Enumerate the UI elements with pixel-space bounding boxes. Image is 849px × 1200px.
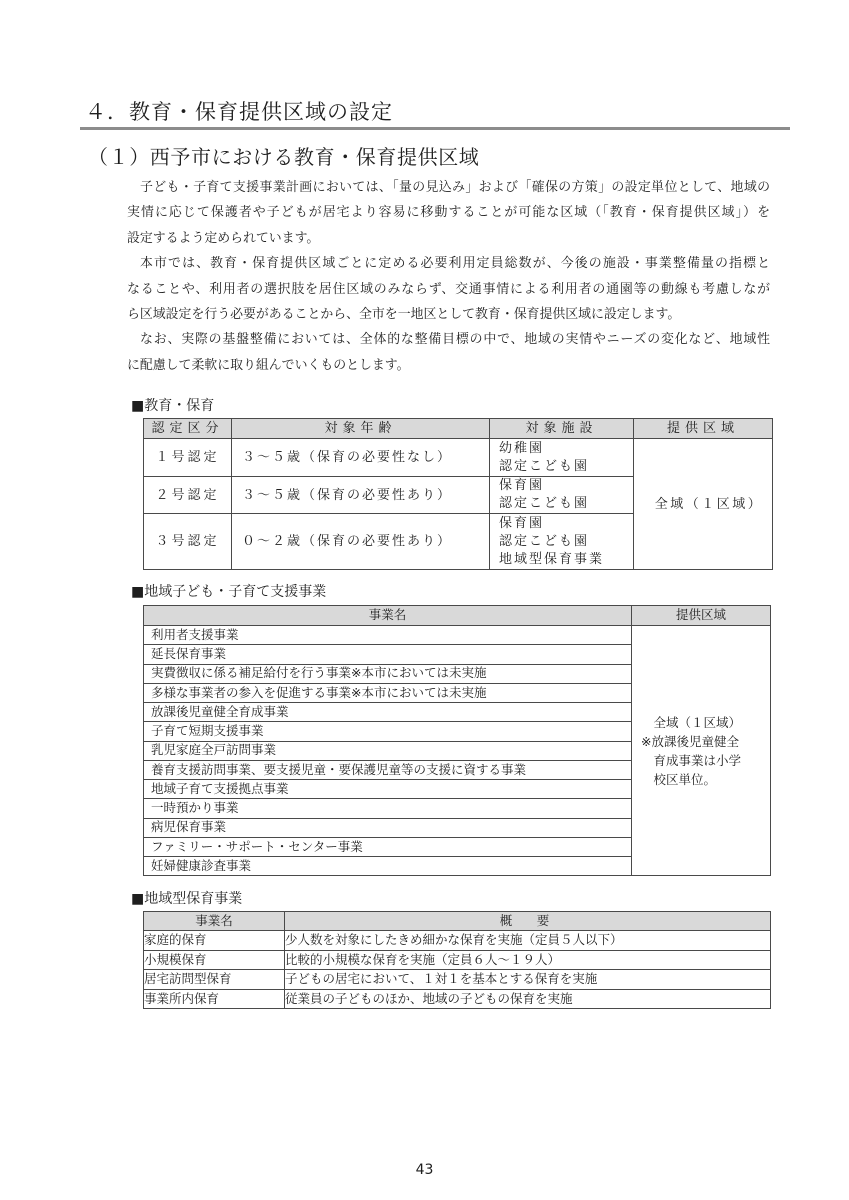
program-name-cell: 事業所内保育 xyxy=(144,989,285,1009)
column-header-age: 対象年齢 xyxy=(232,419,490,439)
facilities-cell xyxy=(490,439,634,477)
community-care-table-label: ■地域型保育事業 xyxy=(131,891,243,907)
program-name-cell: 地域子育て支援拠点事業 xyxy=(144,780,632,799)
table-row xyxy=(144,989,771,1009)
summary-cell: 子どもの居宅において、１対１を基本とする保育を実施 xyxy=(285,970,771,990)
paragraph-line: ら区域設定を行う必要があることから、全市を一地区として教育・保育提供区域に設定します。 xyxy=(127,307,681,323)
support-table-label: ■地域子ども・子育て支援事業 xyxy=(131,584,327,600)
certification-cell: ３号認定 xyxy=(144,514,232,570)
program-name-cell: 子育て短期支援事業 xyxy=(144,722,632,741)
area-note-line: ※放課後児童健全 xyxy=(641,733,739,749)
program-name-cell: 多様な事業者の参入を促進する事業※本市においては未実施 xyxy=(144,683,632,702)
table-row xyxy=(144,626,771,645)
summary-cell: 比較的小規模な保育を実施（定員６人～１９人） xyxy=(285,950,771,970)
column-header-certification: 認定区分 xyxy=(144,419,232,439)
facility-item: 地域型保育事業 xyxy=(499,551,605,567)
program-name-cell: 乳児家庭全戸訪問事業 xyxy=(144,741,632,760)
age-cell: ３～５歳（保育の必要性あり） xyxy=(232,477,490,514)
certification-cell: １号認定 xyxy=(144,439,232,477)
heading-underline xyxy=(80,127,790,130)
table-row xyxy=(144,950,771,970)
program-name-cell: ファミリー・サポート・センター事業 xyxy=(144,837,632,856)
section-heading: ４．教育・保育提供区域の設定 xyxy=(85,100,393,124)
paragraph-line: 本市では、教育・保育提供区域ごとに定める必要利用定員総数が、今後の施設・事業整備量の指標と xyxy=(140,256,770,272)
summary-cell: 少人数を対象にしたきめ細かな保育を実施（定員５人以下） xyxy=(285,931,771,951)
area-note-line: 校区単位。 xyxy=(653,771,717,787)
table-row xyxy=(144,439,773,477)
table-header-row xyxy=(144,912,771,931)
program-name-cell: 小規模保育 xyxy=(144,950,285,970)
area-note-line: 育成事業は小学 xyxy=(653,752,742,768)
body-text xyxy=(127,175,770,378)
program-name-cell: 利用者支援事業 xyxy=(144,626,632,645)
facility-item: 保育園 xyxy=(499,478,545,493)
facilities-cell xyxy=(490,514,634,570)
age-cell: ３～５歳（保育の必要性なし） xyxy=(232,439,490,477)
program-name-cell: 延長保育事業 xyxy=(144,645,632,664)
program-name-cell: 実費徴収に係る補足給付を行う事業※本市においては未実施 xyxy=(144,664,632,683)
facility-item: 保育園 xyxy=(499,515,545,531)
paragraph xyxy=(127,251,770,327)
age-cell: ０～２歳（保育の必要性あり） xyxy=(232,514,490,570)
paragraph-line: 子ども・子育て支援事業計画においては、「量の見込み」および「確保の方策」の設定単位として、地域の xyxy=(140,180,770,195)
program-name-cell: 病児保育事業 xyxy=(144,818,632,837)
paragraph xyxy=(127,327,770,378)
table-header-row xyxy=(144,606,771,626)
page-number: 43 xyxy=(415,1162,434,1178)
program-name-cell: 放課後児童健全育成事業 xyxy=(144,703,632,722)
column-header-program: 事業名 xyxy=(144,606,632,626)
area-cell xyxy=(632,626,771,876)
facility-item: 認定こども園 xyxy=(499,458,590,474)
program-name-cell: 家庭的保育 xyxy=(144,931,285,951)
program-name-cell: 妊婦健康診査事業 xyxy=(144,857,632,876)
program-name-cell: 養育支援訪問事業、要支援児童・要保護児童等の支援に資する事業 xyxy=(144,760,632,779)
paragraph-line: なることや、利用者の選択肢を居住区域のみならず、交通事情による利用者の通園等の動線も考慮しなが xyxy=(127,281,770,297)
column-header-area: 提供区域 xyxy=(632,606,771,626)
paragraph xyxy=(127,175,770,251)
facility-item: 認定こども園 xyxy=(499,496,590,511)
column-header-program: 事業名 xyxy=(144,912,285,931)
paragraph-line: 実情に応じて保護者や子どもが居宅より容易に移動することが可能な区域（「教育・保育提供区域」）を xyxy=(127,205,770,221)
area-line: 全域（１区域） xyxy=(653,714,742,730)
paragraph-line: 設定するよう定められています。 xyxy=(127,230,320,246)
paragraph-line: に配慮して柔軟に取り組んでいくものとします。 xyxy=(127,357,410,373)
certification-cell: ２号認定 xyxy=(144,477,232,514)
facilities-cell xyxy=(490,477,634,514)
column-header-summary: 概 要 xyxy=(285,912,771,931)
facility-item: 幼稚園 xyxy=(499,440,545,456)
child-support-program-table xyxy=(143,605,771,876)
community-care-table xyxy=(143,911,771,1009)
subsection-heading: （１）西予市における教育・保育提供区域 xyxy=(88,145,480,169)
column-header-facility: 対象施設 xyxy=(490,419,634,439)
facility-item: 認定こども園 xyxy=(499,533,590,549)
area-cell: 全域（１区域） xyxy=(634,439,773,570)
education-care-table xyxy=(143,418,773,570)
program-name-cell: 居宅訪問型保育 xyxy=(144,970,285,990)
paragraph-line: なお、実際の基盤整備においては、全体的な整備目標の中で、地域の実情やニーズの変化など、地域性 xyxy=(140,332,770,348)
education-table-label: ■教育・保育 xyxy=(131,398,215,414)
table-header-row xyxy=(144,419,773,439)
table-row xyxy=(144,931,771,951)
program-name-cell: 一時預かり事業 xyxy=(144,799,632,818)
table-row xyxy=(144,970,771,990)
summary-cell: 従業員の子どものほか、地域の子どもの保育を実施 xyxy=(285,989,771,1009)
column-header-area: 提供区域 xyxy=(634,419,773,439)
